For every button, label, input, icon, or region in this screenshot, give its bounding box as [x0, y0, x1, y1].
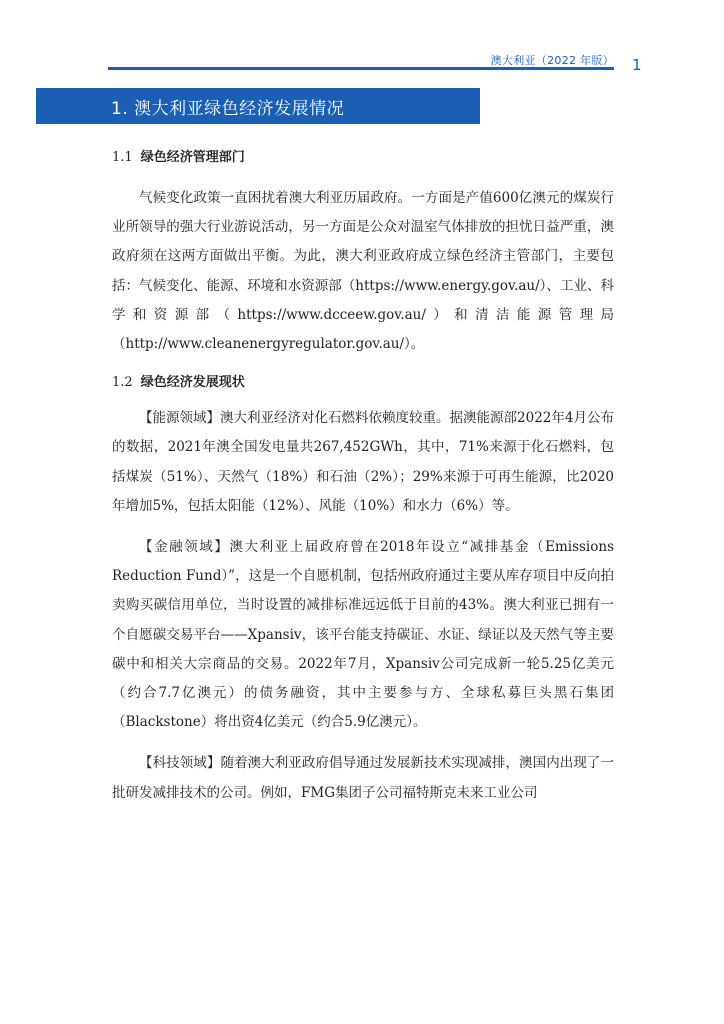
- paragraph-energy-sector: 【能源领域】澳大利亚经济对化石燃料依赖度较重。据澳能源部2022年4月公布的数据，2021年澳全国发电量共267,452GWh，其中，71%来源于化石燃料，包括煤炭（51%）、天然气（18%）和石油（2%）；29%来源于可再生能源，比2020年增加5%，包括太阳能（12%）、风能（10%）和水力（6%）等。: [112, 410, 614, 514]
- section-heading-1-2: [112, 372, 614, 394]
- section-title: 绿色经济管理部门: [140, 150, 245, 165]
- chapter-title: 1. 澳大利亚绿色经济发展情况: [111, 98, 345, 119]
- header-divider: [108, 67, 614, 70]
- section-heading-1-1: [112, 147, 614, 169]
- document-body: [112, 147, 614, 808]
- paragraph-finance-sector: 【金融领域】澳大利亚上届政府曾在2018年设立“减排基金（Emissions Reduction Fund）”，这是一个自愿机制，包括州政府通过主要从库存项目中反向拍卖购买碳信用单位，当时设置的减排标准远远低于目前的43%。澳大利亚已拥有一个自愿碳交易平台——Xpansiv，该平台能支持碳证、水证、绿证以及天然气等主要碳中和相关大宗商品的交易。2022年7月，Xpansiv公司完成新一轮5.25亿美元（约合7.7亿澳元）的债务融资，其中主要参与方、全球私募巨头黑石集团（Blackstone）将出资4亿美元（约合5.9亿澳元）。: [112, 539, 614, 731]
- section-title: 绿色经济发展现状: [140, 375, 245, 391]
- paragraph-technology-sector: 【科技领域】随着澳大利亚政府倡导通过发展新技术实现减排，澳国内出现了一批研发减排技术的公司。例如，FMG集团子公司福特斯克未来工业公司: [112, 755, 614, 801]
- running-header-title: 澳大利亚（2022 年版）: [490, 54, 614, 67]
- chapter-banner: [36, 88, 480, 124]
- page-number: 1: [632, 56, 642, 74]
- paragraph-management-departments: 气候变化政策一直困扰着澳大利亚历届政府。一方面是产值600亿澳元的煤炭行业所领导的强大行业游说活动，另一方面是公众对温室气体排放的担忧日益严重，澳政府须在这两方面做出平衡。为此，澳大利亚政府成立绿色经济主管部门，主要包括：气候变化、能源、环境和水资源部（https://www.energy.gov.au/）、工业、科学和资源部（https://www.dcceew.gov.au/）和清洁能源管理局（http://www.cleanenergyregulator.gov.au/）。: [112, 190, 614, 353]
- section-number: 1.1: [112, 150, 133, 165]
- section-number: 1.2: [112, 375, 133, 391]
